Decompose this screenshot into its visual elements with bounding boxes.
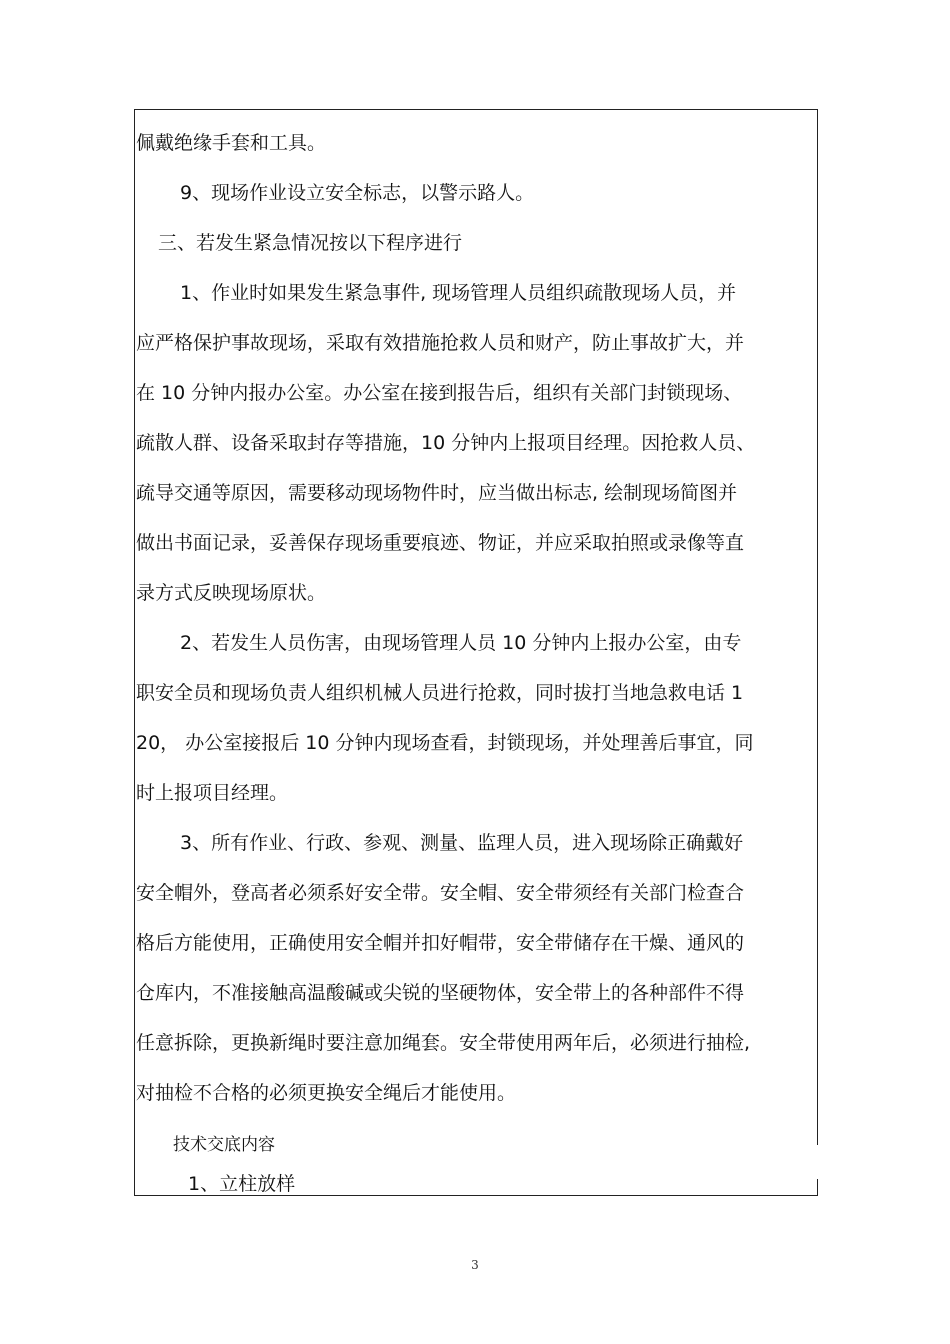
text-line: 20， 办公室接报后 10 分钟内现场查看，封锁现场，并处理善后事宜，同 — [136, 732, 754, 754]
text-line: 2、若发生人员伤害，由现场管理人员 10 分钟内上报办公室，由专 — [180, 632, 742, 654]
text-line: 佩戴绝缘手套和工具。 — [136, 132, 327, 154]
text-line: 仓库内，不准接触高温酸碱或尖锐的坚硬物体，安全带上的各种部件不得 — [136, 982, 745, 1004]
subsection-title: 技术交底内容 — [173, 1135, 275, 1155]
text-line: 做出书面记录，妥善保存现场重要痕迹、物证，并应采取拍照或录像等直 — [136, 532, 745, 554]
text-line: 应严格保护事故现场，采取有效措施抢救人员和财产，防止事故扩大，并 — [136, 332, 745, 354]
text-line: 1、立柱放样 — [188, 1173, 296, 1195]
text-line: 任意拆除，更换新绳时要注意加绳套。安全带使用两年后，必须进行抽检, — [136, 1032, 751, 1054]
text-line: 录方式反映现场原状。 — [136, 582, 327, 604]
text-line: 9、现场作业设立安全标志，以警示路人。 — [180, 182, 535, 204]
text-line: 时上报项目经理。 — [136, 782, 289, 804]
text-line: 安全帽外，登高者必须系好安全带。安全帽、安全带须经有关部门检查合 — [136, 882, 745, 904]
text-line: 格后方能使用，正确使用安全帽并扣好帽带，安全带储存在干燥、通风的 — [136, 932, 745, 954]
text-line: 疏散人群、设备采取封存等措施，10 分钟内上报项目经理。因抢救人员、 — [136, 432, 756, 454]
text-line: 疏导交通等原因，需要移动现场物件时，应当做出标志, 绘制现场简图并 — [136, 482, 738, 504]
text-line: 1、作业时如果发生紧急事件, 现场管理人员组织疏散现场人员，并 — [180, 282, 737, 304]
text-line: 在 10 分钟内报办公室。办公室在接到报告后，组织有关部门封锁现场、 — [136, 382, 743, 404]
section-heading: 三、若发生紧急情况按以下程序进行 — [158, 232, 463, 254]
text-line: 职安全员和现场负责人组织机械人员进行抢救，同时拔打当地急救电话 1 — [136, 682, 744, 704]
page-number: 3 — [471, 1258, 479, 1272]
text-line: 3、所有作业、行政、参观、测量、监理人员，进入现场除正确戴好 — [180, 832, 744, 854]
frame-border-gap — [815, 1145, 818, 1179]
text-line: 对抽检不合格的必须更换安全绳后才能使用。 — [136, 1082, 517, 1104]
